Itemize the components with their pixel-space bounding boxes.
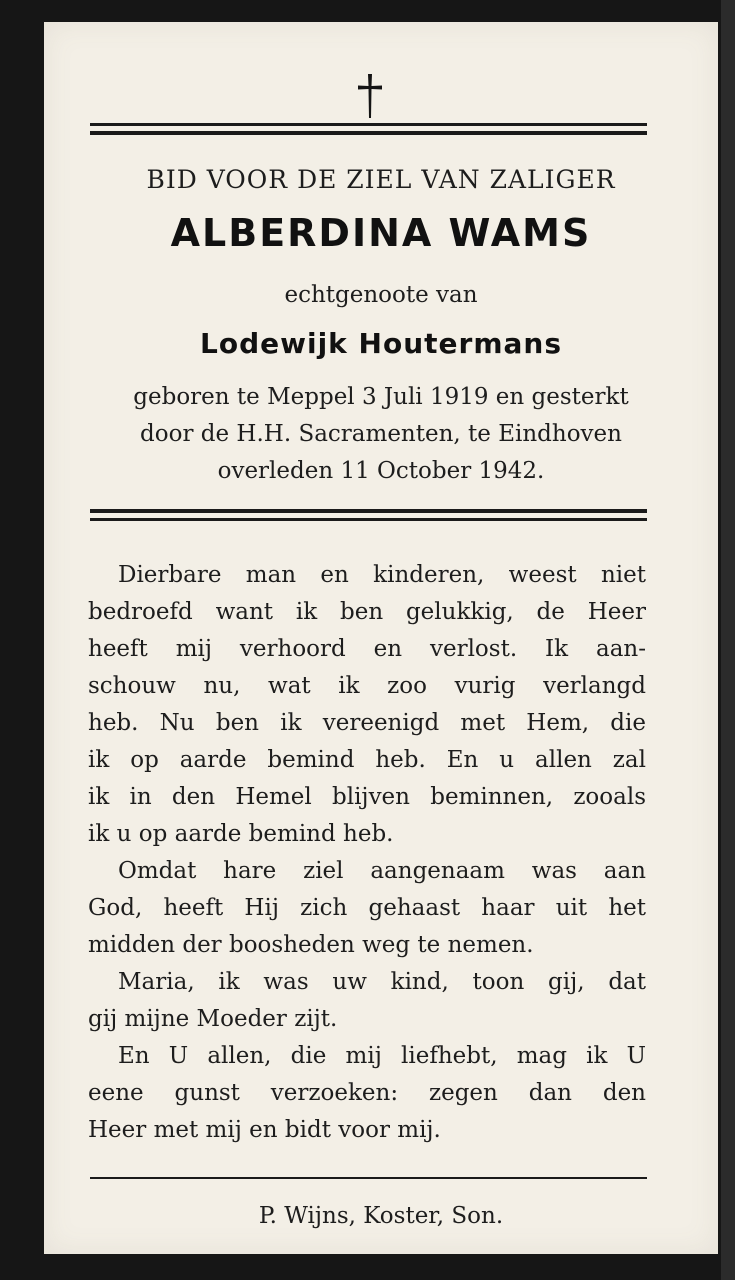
text-line: eene gunst verzoeken: zegen dan den: [88, 1080, 646, 1106]
text-line: God, heeft Hij zich gehaast haar uit het: [88, 895, 646, 921]
paragraph-4: [88, 1038, 646, 1149]
text-line: gij mijne Moeder zijt.: [88, 1006, 338, 1032]
paragraph-1: [88, 557, 646, 853]
text-line: midden der boosheden weg te nemen.: [88, 932, 534, 958]
text-line: Omdat hare ziel aangenaam was aan: [118, 858, 646, 884]
text-line: Maria, ik was uw kind, toon gij, dat: [118, 969, 646, 995]
text-line: heb. Nu ben ik vereenigd met Hem, die: [88, 710, 646, 736]
text-line: Heer met mij en bidt voor mij.: [88, 1117, 441, 1143]
text-line: Dierbare man en kinderen, weest niet: [118, 562, 646, 588]
bottom-rule: [90, 1177, 647, 1179]
middle-rule-upper: [90, 509, 647, 513]
deceased-name: ALBERDINA WAMS: [170, 211, 592, 255]
top-rule-upper: [90, 123, 647, 126]
text-line: ik op aarde bemind heb. En u allen zal: [88, 747, 646, 773]
text-line: ik in den Hemel blijven beminnen, zooals: [88, 784, 646, 810]
paragraph-2: [88, 853, 646, 964]
biography-line-1: geboren te Meppel 3 Juli 1919 en gesterkt: [133, 384, 629, 410]
middle-rule-lower: [90, 518, 647, 521]
prayer-line: BID VOOR DE ZIEL VAN ZALIGER: [146, 165, 616, 194]
biography-line-3: overleden 11 October 1942.: [217, 458, 545, 484]
spouse-intro: echtgenoote van: [284, 282, 478, 308]
text-line: bedroefd want ik ben gelukkig, de Heer: [88, 599, 646, 625]
cross-icon: [355, 72, 385, 120]
text-line: En U allen, die mij liefhebt, mag ik U: [118, 1043, 646, 1069]
biography-line-2: door de H.H. Sacramenten, te Eindhoven: [140, 421, 622, 447]
spouse-name: Lodewijk Houtermans: [200, 327, 562, 360]
text-line: heeft mij verhoord en verlost. Ik aan-: [88, 636, 646, 662]
card-edge: [721, 0, 735, 1280]
text-line: schouw nu, wat ik zoo vurig verlangd: [88, 673, 646, 699]
top-rule-lower: [90, 131, 647, 135]
paragraph-3: [88, 964, 646, 1038]
printer-credit: P. Wijns, Koster, Son.: [258, 1203, 504, 1229]
text-line: ik u op aarde bemind heb.: [88, 821, 394, 847]
